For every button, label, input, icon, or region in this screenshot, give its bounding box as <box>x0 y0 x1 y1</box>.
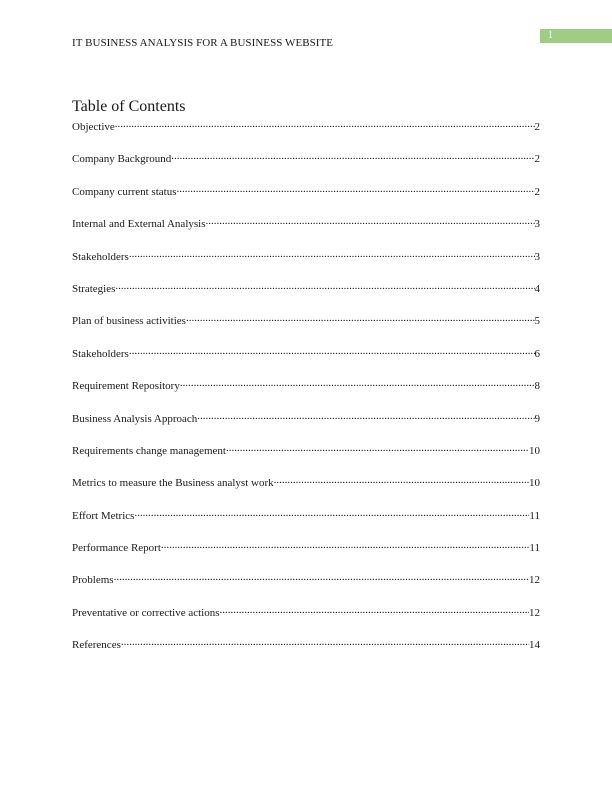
toc-entry-label: Internal and External Analysis <box>72 218 206 231</box>
toc-entry-label: Objective <box>72 121 115 133</box>
toc-entry-page: 2 <box>534 185 540 198</box>
dot-leader <box>129 345 535 357</box>
toc-entry-references[interactable] <box>72 636 540 668</box>
toc-entry-page: 4 <box>534 282 540 295</box>
toc-entry-label: Stakeholders <box>72 250 129 263</box>
toc-entry-label: Effort Metrics <box>72 509 135 522</box>
toc-entry-page: 6 <box>534 347 540 360</box>
dot-leader <box>197 410 534 422</box>
toc-entry-label: Company Background <box>72 153 172 166</box>
running-header-title: IT BUSINESS ANALYSIS FOR A BUSINESS WEBSITE <box>72 37 334 49</box>
toc-entry-label: Problems <box>72 574 114 587</box>
toc-entry-objective[interactable] <box>72 118 540 150</box>
toc-entry-page: 2 <box>534 121 540 133</box>
toc-entry-problems[interactable] <box>72 571 540 603</box>
toc-entry-strategies[interactable] <box>72 280 540 312</box>
dot-leader <box>129 248 535 260</box>
dot-leader <box>161 539 530 551</box>
toc-entry-company-current-status[interactable] <box>72 183 540 215</box>
dot-leader <box>134 507 529 519</box>
toc-entry-page: 11 <box>529 542 540 555</box>
toc-list <box>72 118 540 669</box>
toc-entry-page: 3 <box>534 218 540 231</box>
toc-entry-plan-of-business-activities[interactable] <box>72 312 540 344</box>
dot-leader <box>206 215 535 227</box>
toc-entry-business-analysis-approach[interactable] <box>72 410 540 442</box>
dot-leader <box>115 280 534 292</box>
toc-entry-label: Plan of business activities <box>72 315 186 328</box>
toc-entry-page: 2 <box>534 153 540 166</box>
toc-entry-label: Preventative or corrective actions <box>72 606 220 619</box>
toc-entry-preventative-corrective-actions[interactable] <box>72 604 540 636</box>
dot-leader <box>186 312 535 324</box>
toc-entry-internal-external-analysis[interactable] <box>72 215 540 247</box>
toc-entry-performance-report[interactable] <box>72 539 540 571</box>
toc-entry-label: Requirements change management <box>72 444 226 457</box>
toc-entry-page: 9 <box>534 412 540 425</box>
dot-leader <box>121 636 529 648</box>
toc-entry-page: 5 <box>534 315 540 328</box>
toc-entry-label: Company current status <box>72 185 177 198</box>
dot-leader <box>220 604 529 616</box>
toc-entry-page: 14 <box>529 639 540 652</box>
toc-entry-page: 8 <box>534 380 540 393</box>
dot-leader <box>274 474 529 486</box>
toc-entry-stakeholders[interactable] <box>72 248 540 280</box>
toc-entry-label: Performance Report <box>72 542 161 555</box>
toc-entry-requirement-repository[interactable] <box>72 377 540 409</box>
toc-entry-stakeholders-2[interactable] <box>72 345 540 377</box>
dot-leader <box>180 377 535 389</box>
dot-leader <box>114 571 529 583</box>
toc-entry-company-background[interactable] <box>72 150 540 182</box>
toc-entry-label: Requirement Repository <box>72 380 180 393</box>
toc-entry-page: 3 <box>534 250 540 263</box>
toc-entry-page: 10 <box>529 477 540 490</box>
toc-entry-label: Strategies <box>72 282 116 295</box>
toc-heading: Table of Contents <box>72 98 186 115</box>
toc-entry-page: 12 <box>529 606 540 619</box>
dot-leader <box>226 442 529 454</box>
dot-leader <box>176 183 534 195</box>
toc-entry-page: 11 <box>529 509 540 522</box>
toc-entry-label: Metrics to measure the Business analyst work <box>72 477 274 490</box>
dot-leader <box>171 150 534 162</box>
toc-entry-requirements-change-management[interactable] <box>72 442 540 474</box>
page-number: 1 <box>548 30 553 41</box>
toc-entry-metrics-business-analyst-work[interactable] <box>72 474 540 506</box>
toc-entry-page: 10 <box>529 444 540 457</box>
toc-entry-page: 12 <box>529 574 540 587</box>
toc-entry-label: Stakeholders <box>72 347 129 360</box>
toc-entry-label: References <box>72 639 121 652</box>
page-number-badge <box>540 29 612 43</box>
toc-entry-effort-metrics[interactable] <box>72 507 540 539</box>
toc-entry-label: Business Analysis Approach <box>72 412 198 425</box>
dot-leader <box>115 118 535 130</box>
